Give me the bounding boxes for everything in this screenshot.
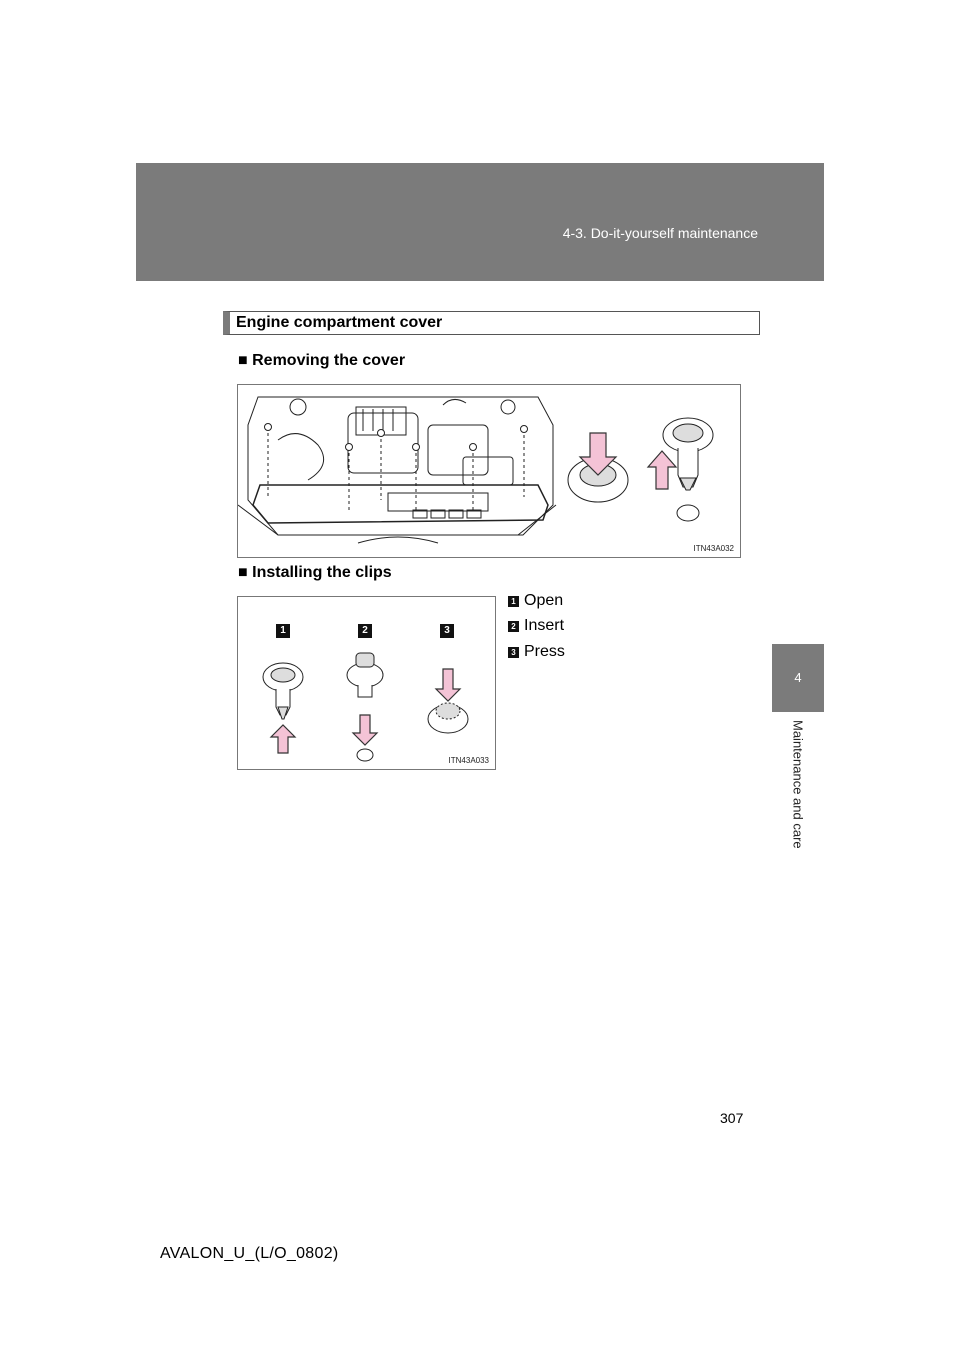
step-label-press: Press — [524, 643, 565, 660]
step-label-open: Open — [524, 592, 564, 609]
subheading-removing-label: Removing the cover — [252, 352, 406, 369]
chapter-title: Maintenance and care — [790, 720, 806, 849]
subheading-installing-label: Installing the clips — [252, 564, 392, 581]
step-press — [508, 643, 565, 661]
subheading-removing — [238, 352, 405, 370]
bullet-icon: ■ — [238, 352, 248, 369]
step-insert — [508, 617, 564, 635]
step-number-1: 1 — [508, 596, 519, 607]
figure-step-1-marker: 1 — [276, 624, 290, 638]
figure-code-removing: ITN43A032 — [693, 544, 734, 553]
figure-step-2-marker: 2 — [358, 624, 372, 638]
figure-code-installing: ITN43A033 — [448, 756, 489, 765]
installing-clips-illustration — [237, 596, 496, 770]
section-heading: Engine compartment cover — [223, 311, 760, 335]
header-band — [136, 163, 824, 281]
section-title: 4-3. Do-it-yourself maintenance — [562, 225, 758, 241]
page-number: 307 — [720, 1110, 744, 1126]
step-number-2: 2 — [508, 621, 519, 632]
step-number-3: 3 — [508, 647, 519, 658]
step-label-insert: Insert — [524, 617, 565, 634]
chapter-title-tab — [772, 712, 824, 872]
step-open — [508, 592, 563, 610]
subheading-installing — [238, 564, 392, 582]
removing-cover-illustration — [237, 384, 741, 558]
bullet-icon: ■ — [238, 564, 248, 581]
document-code: AVALON_U_(L/O_0802) — [160, 1245, 339, 1262]
clip-steps-drawing — [238, 597, 495, 769]
figure-step-3-marker: 3 — [440, 624, 454, 638]
chapter-number-tab[interactable]: 4 — [772, 644, 824, 712]
engine-compartment-drawing — [238, 385, 740, 557]
